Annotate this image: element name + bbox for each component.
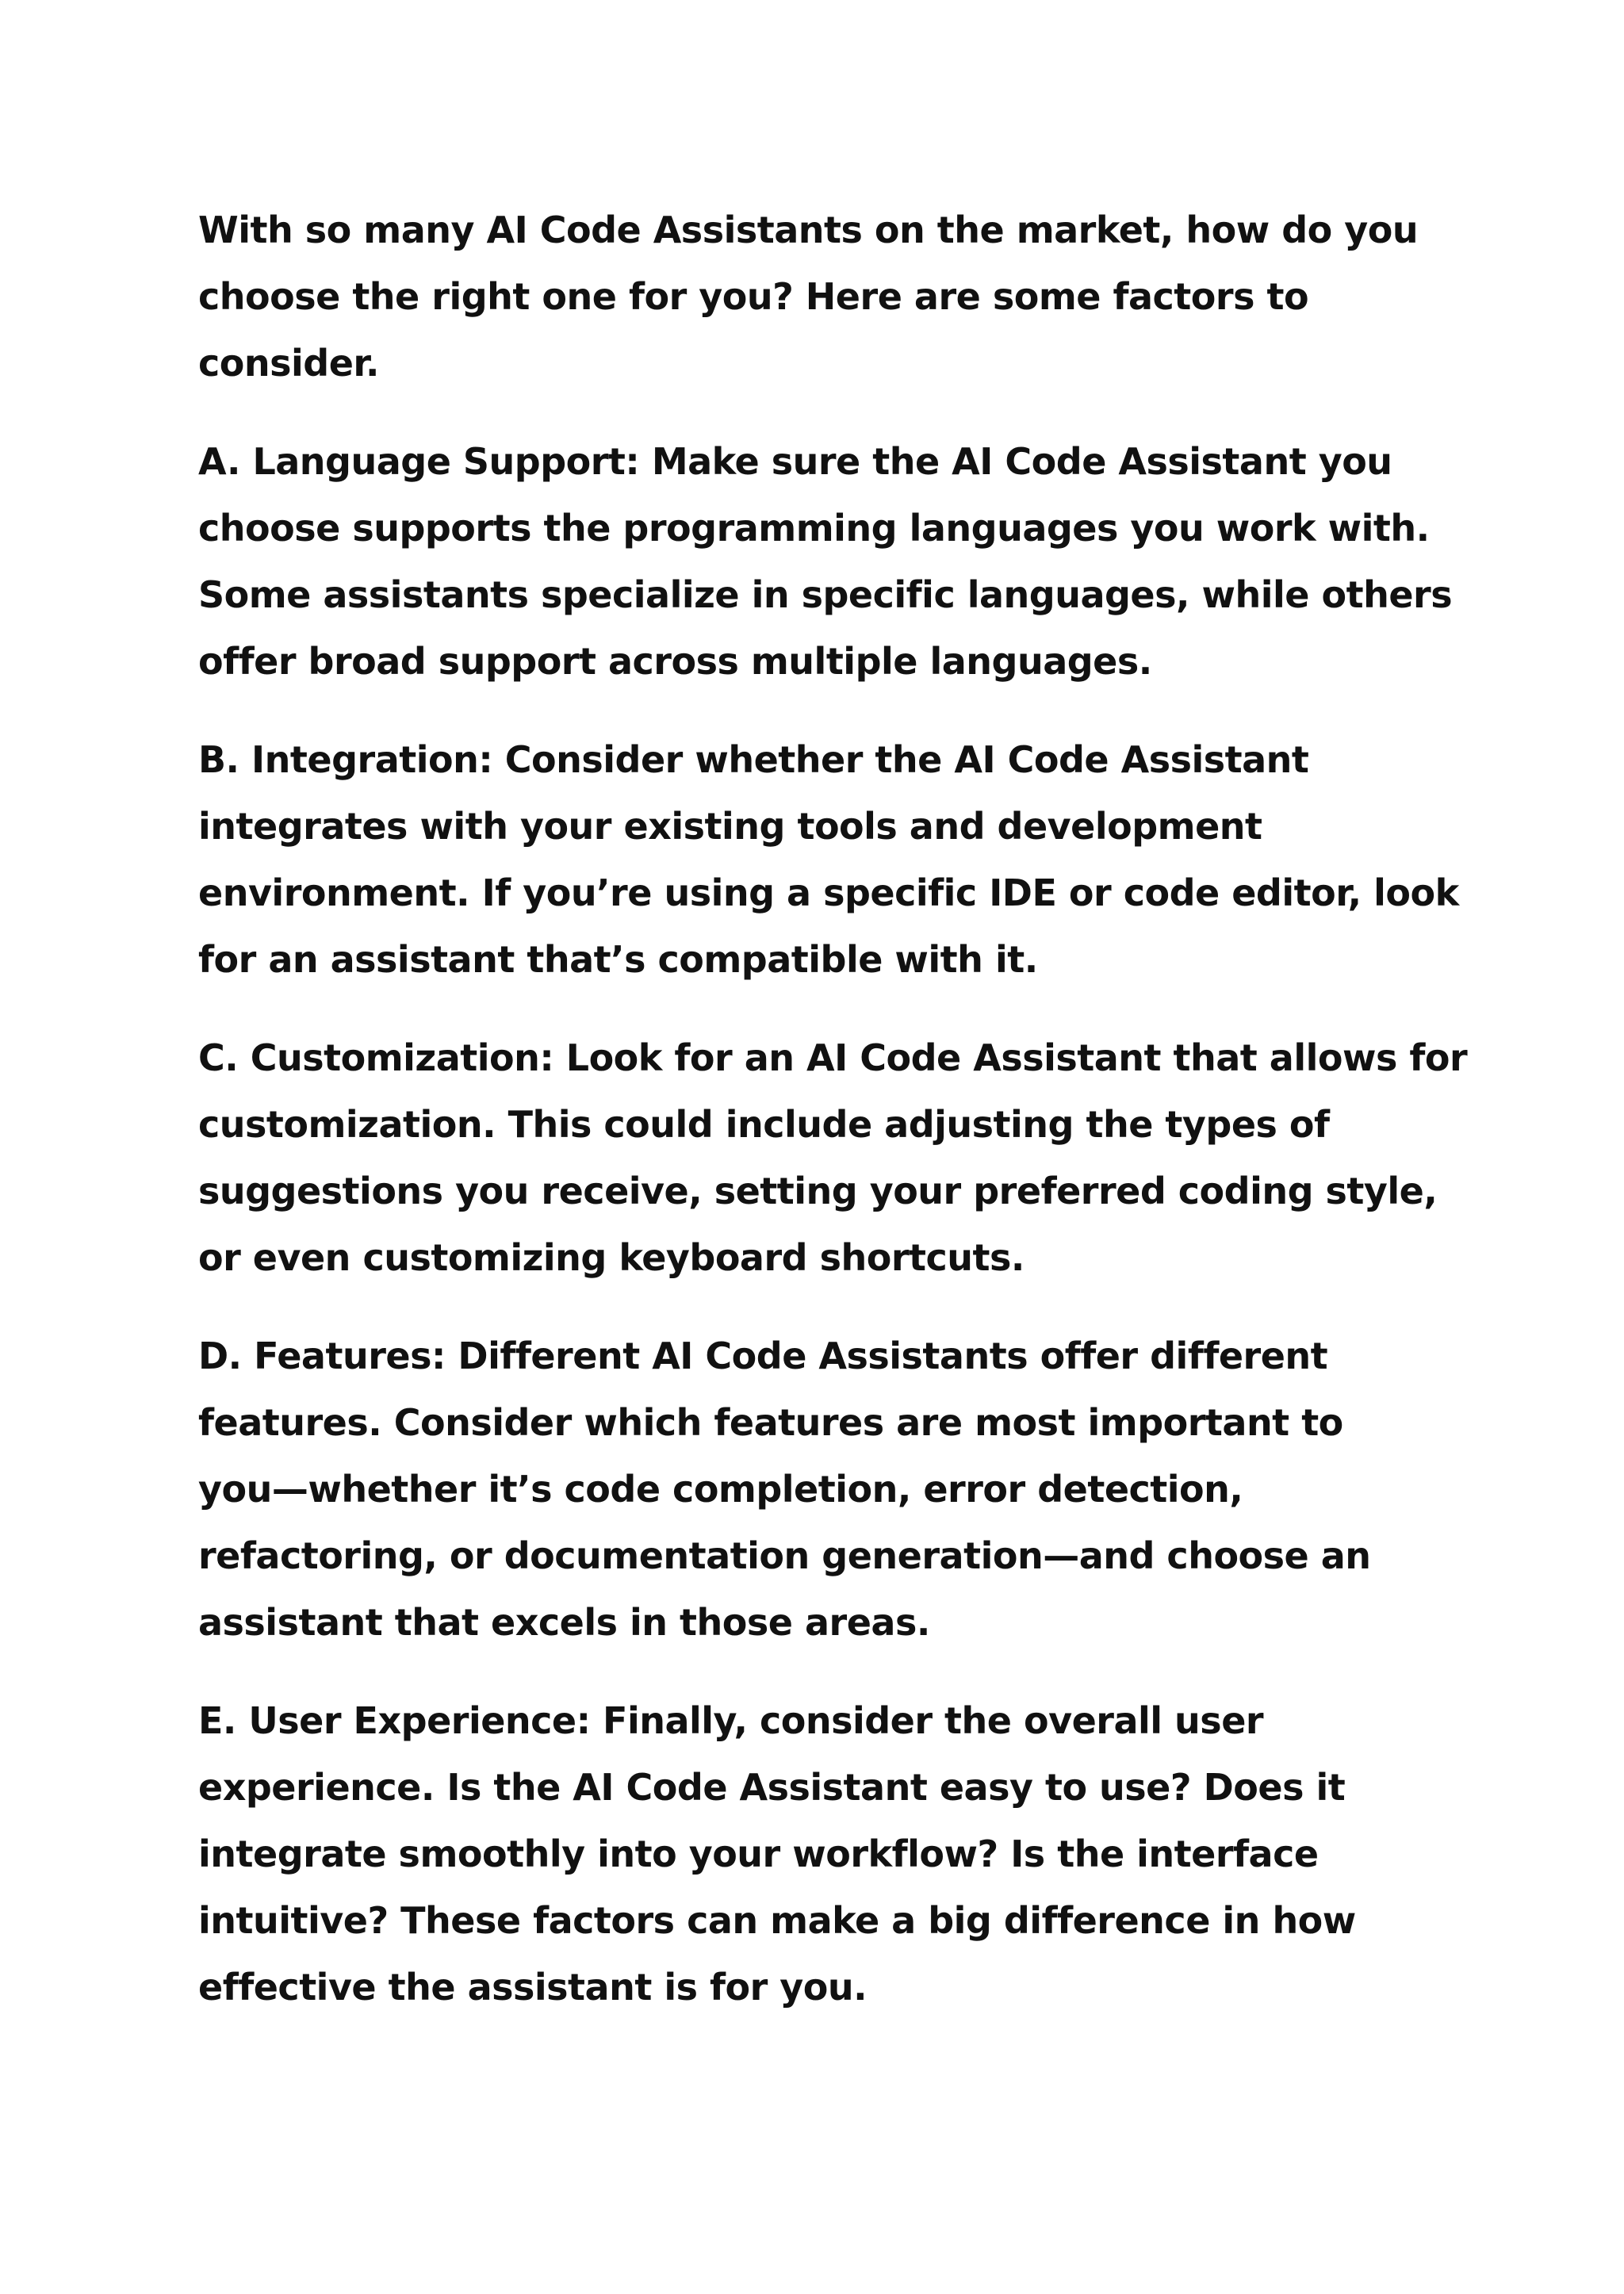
user-experience-paragraph <box>198 1687 1435 2020</box>
text-line: environment. If you’re using a specific IDE or code editor, look <box>198 871 1459 914</box>
text-line: integrates with your existing tools and development <box>198 805 1262 848</box>
text-line: choose supports the programming languages you work with. <box>198 507 1430 550</box>
text-line: integrate smoothly into your workflow? Is the interface <box>198 1833 1319 1875</box>
intro-paragraph <box>198 197 1435 396</box>
text-line: A. Language Support: Make sure the AI Code Assistant you <box>198 440 1392 483</box>
text-line: suggestions you receive, setting your preferred coding style, <box>198 1170 1438 1212</box>
text-line: intuitive? These factors can make a big difference in how <box>198 1899 1356 1942</box>
document-body <box>198 197 1468 2052</box>
text-line: offer broad support across multiple languages. <box>198 640 1152 683</box>
text-line: With so many AI Code Assistants on the market, how do you <box>198 209 1419 251</box>
text-line: effective the assistant is for you. <box>198 1966 868 2009</box>
text-line: you—whether it’s code completion, error detection, <box>198 1468 1243 1511</box>
text-line: for an assistant that’s compatible with it. <box>198 938 1038 981</box>
text-line: customization. This could include adjusting the types of <box>198 1103 1330 1146</box>
customization-paragraph <box>198 1024 1468 1291</box>
features-paragraph <box>198 1323 1435 1656</box>
text-line: C. Customization: Look for an AI Code Assistant that allows for <box>198 1036 1468 1079</box>
text-line: experience. Is the AI Code Assistant easy to use? Does it <box>198 1766 1346 1809</box>
text-line: Some assistants specialize in specific languages, while others <box>198 573 1453 616</box>
language-support-paragraph <box>198 428 1453 695</box>
text-line: features. Consider which features are most important to <box>198 1401 1343 1444</box>
text-line: refactoring, or documentation generation—and choose an <box>198 1534 1371 1577</box>
text-line: assistant that excels in those areas. <box>198 1601 930 1644</box>
text-line: choose the right one for you? Here are some factors to <box>198 275 1309 318</box>
text-line: B. Integration: Consider whether the AI Code Assistant <box>198 738 1309 781</box>
integration-paragraph <box>198 726 1459 993</box>
text-line: consider. <box>198 342 379 385</box>
text-line: or even customizing keyboard shortcuts. <box>198 1236 1025 1279</box>
text-line: E. User Experience: Finally, consider the overall user <box>198 1699 1264 1742</box>
text-line: D. Features: Different AI Code Assistants offer different <box>198 1335 1328 1377</box>
